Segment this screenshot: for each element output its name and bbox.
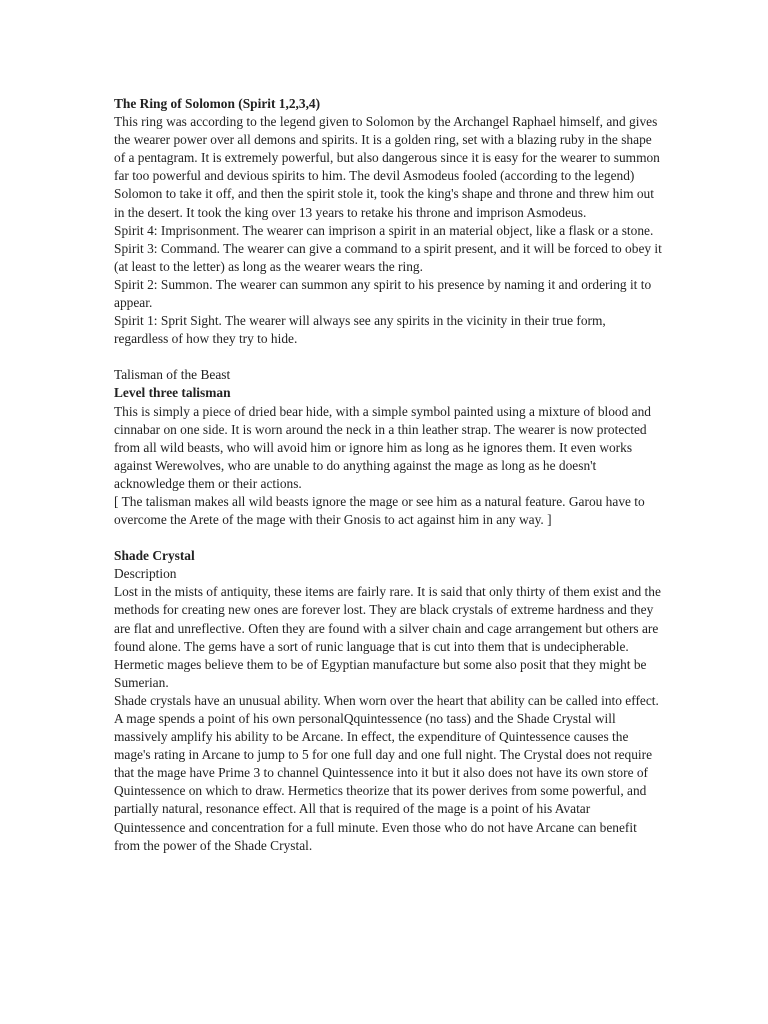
ring-spirit-3: Spirit 3: Command. The wearer can give a command to a spirit present, and it will be forced to obey it (at least to the letter) as long as the wearer wears the ring. bbox=[114, 240, 662, 274]
ring-spirit-1: Spirit 1: Sprit Sight. The wearer will always see any spirits in the vicinity in their true form, regardless of how they try to hide. bbox=[114, 313, 606, 347]
section-spacer bbox=[114, 529, 662, 547]
shade-subtitle: Description bbox=[114, 566, 177, 582]
shade-title: Shade Crystal bbox=[114, 548, 195, 564]
talisman-level: Level three talisman bbox=[114, 385, 231, 401]
document-content bbox=[114, 95, 662, 855]
shade-paragraph-1: Lost in the mists of antiquity, these items are fairly rare. It is said that only thirty of them exist and the methods for creating new ones are forever lost. They are black crystals of extreme hardness and they are flat and unreflective. Often they are found with a silver chain and cage arrangement but others are found alone. The gems have a sort of runic language that is cut into them that is undecipherable. Hermetic mages believe them to be of Egyptian manufacture but some also posit that they might be Sumerian. bbox=[114, 584, 661, 690]
section-spacer bbox=[114, 348, 662, 366]
ring-title: The Ring of Solomon (Spirit 1,2,3,4) bbox=[114, 96, 321, 111]
ring-spirit-2: Spirit 2: Summon. The wearer can summon any spirit to his presence by naming it and ordering it to appear. bbox=[114, 276, 652, 311]
talisman-rules-note: [ The talisman makes all wild beasts ignore the mage or see him as a natural feature. Garou have to overcome the Arete of the mage with their Gnosis to act against him in any way. ] bbox=[114, 493, 645, 528]
ring-spirit-4: Spirit 4: Imprisonment. The wearer can imprison a spirit in an material object, like a flask or a stone. bbox=[114, 222, 654, 238]
talisman-description: This is simply a piece of dried bear hide, with a simple symbol painted using a mixture of blood and cinnabar on one side. It is worn around the neck in a thin leather strap. The wearer is now protected from all wild beasts, who will avoid him or ignore him as long as he ignores them. It even works against Werewolves, who are unable to do anything against the mage as long as he doesn't acknowledge them or their actions. bbox=[114, 403, 652, 491]
talisman-title: Talisman of the Beast bbox=[114, 367, 231, 383]
ring-description: This ring was according to the legend given to Solomon by the Archangel Raphael himself, and gives the wearer power over all demons and spirits. It is a golden ring, set with a blazing ruby in the shape of a pentagram. It is extremely powerful, but also dangerous since it is easy for the wearer to summon far too powerful and devious spirits to him. The devil Asmodeus fooled (according to the legend) Solomon to take it off, and then the spirit stole it, took the king's shape and throne and threw him out in the desert. It took the king over 13 years to retake his throne and imprison Asmodeus. bbox=[114, 114, 660, 220]
shade-paragraph-2: Shade crystals have an unusual ability. When worn over the heart that ability can be called into effect. A mage spends a point of his own personalQquintessence (no tass) and the Shade Crystal will massively amplify his ability to be Arcane. In effect, the expenditure of Quintessence causes the mage's rating in Arcane to jump to 5 for one full day and one full night. The Crystal does not require that the mage have Prime 3 to channel Quintessence into it but it also does not have its own store of Quintessence on which to draw. Hermetics theorize that its power derives from some powerful, and partially natural, resonance effect. All that is required of the mage is a point of his Avatar Quintessence and concentration for a full minute. Even those who do not have Arcane can benefit from the power of the Shade Crystal. bbox=[114, 692, 659, 853]
